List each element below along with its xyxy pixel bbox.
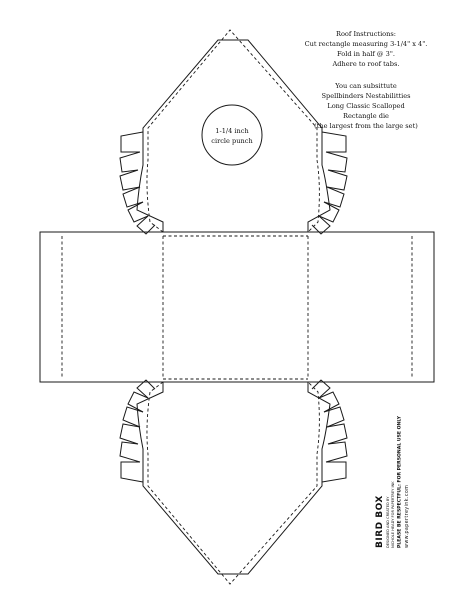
left-bottom-tabs: [120, 380, 155, 482]
circle-punch-line-1: 1-1/4 inch: [215, 127, 249, 135]
credit-title: BIRD BOX: [375, 495, 385, 548]
credit-text: [375, 415, 410, 548]
substitute-note-line: (the largest from the large set): [314, 122, 418, 130]
right-bottom-tabs: [312, 380, 347, 482]
middle-body-strip: [40, 232, 434, 382]
entrance-hole-circle: [202, 105, 262, 165]
roof-instructions-line: Adhere to roof tabs.: [332, 60, 400, 68]
top-gable-outline: [137, 40, 330, 232]
credit-designed-by: DESIGNED AND CREATED BY: [386, 496, 390, 548]
credit-made-for: NICHOLE HEADY FOR PAPERTREY INK: [391, 481, 395, 548]
roof-instructions: [305, 30, 428, 68]
bottom-gable-panel: [120, 380, 347, 584]
roof-instructions-line: Fold in half @ 3".: [337, 50, 395, 58]
substitute-note-line: You can subsittute: [335, 82, 397, 90]
circle-punch-line-2: circle punch: [211, 137, 253, 145]
substitute-note-line: Rectangle die: [343, 112, 389, 120]
bottom-gable-fold: [147, 382, 319, 584]
bottom-gable-outline: [137, 382, 330, 574]
middle-strip-outline: [40, 232, 434, 382]
top-gable-panel: [120, 30, 347, 234]
left-top-tabs: [120, 132, 155, 234]
substitute-note: [314, 82, 418, 130]
roof-instructions-line: Cut rectangle measuring 3-1/4" x 4".: [304, 40, 428, 48]
roof-instructions-title: Roof Instructions:: [336, 30, 396, 38]
credit-respect: PLEASE BE RESPECTFUL: FOR PERSONAL USE ONLY: [397, 416, 403, 548]
substitute-note-line: Spellbinders Nestabilitties: [321, 92, 411, 100]
credit-website: www.papertreyink.com: [405, 484, 410, 548]
substitute-note-line: Long Classic Scalloped: [327, 102, 405, 110]
right-top-tabs: [312, 132, 347, 234]
